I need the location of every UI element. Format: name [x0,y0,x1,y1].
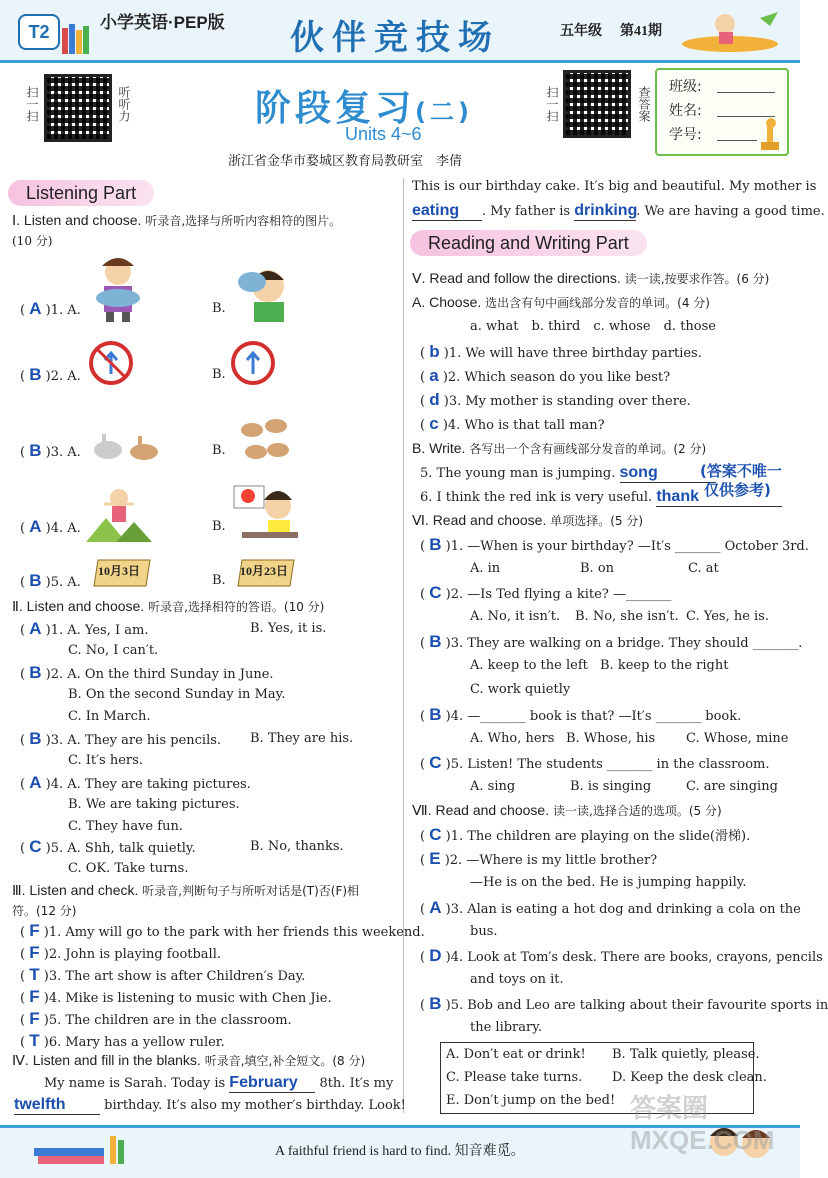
id-label: 学号: [669,127,702,143]
s7-item-2-cont: —He is on the bed. He is jumping happily. [470,875,747,890]
part-b-item-6: 6. I think the red ink is very useful. thank [420,488,782,507]
s6-q1-a: A. in [470,561,501,576]
s3-item-5: ( F )5. The children are in the classroom. [20,1009,292,1028]
s6-q3-a: A. keep to the left [470,658,588,673]
answer-qr-code[interactable] [563,70,631,138]
listening-qr-code[interactable] [44,74,112,142]
s2-q4-c: C. They have fun. [68,819,183,834]
s2-q2-c: C. In March. [68,709,151,724]
s7-item-1: ( C )1. The children are playing on the slide(滑梯). [420,825,751,844]
s3-item-2: ( F )2. John is playing football. [20,943,222,962]
s1-item-1: ( A )1. A. [20,299,81,318]
edition-label: 小学英语·PEP版 [100,13,225,32]
choice-d: D. Keep the desk clean. [612,1070,767,1085]
section-1-score: (10 分) [12,234,53,248]
s2-q5: ( C )5. A. Shh, talk quietly. [20,837,196,856]
s2-q5-b: B. No, thanks. [250,839,344,854]
listen-label: 听听力 [117,86,131,122]
s1-item-2: ( B )2. A. [20,365,81,384]
column-divider [403,178,404,1113]
rabbits-eating-picture [88,426,164,462]
s6-q5-c: C. are singing [686,779,778,794]
s6-q2: ( C )2. —Is Ted flying a kite? —_______ [420,583,672,602]
choice-c: C. Please take turns. [446,1070,583,1085]
class-field[interactable] [717,92,775,93]
section-7-heading: Ⅶ. Read and choose. 读一读,选择合适的选项。(5 分) [412,802,722,818]
calendar-b-date: 10月23日 [240,564,289,578]
s3-item-3: ( T )3. The art show is after Children′s Day. [20,965,306,984]
section-3-heading-cont: 符。(12 分) [12,904,77,918]
listening-part-pill: Listening Part [8,180,154,206]
s1-item-4: ( A )4. A. [20,517,81,536]
sign-arrow-up-crossed-picture [88,340,134,386]
s4-line-1: My name is Sarah. Today is February 8th. It′s my [44,1074,394,1091]
s6-q3: ( B )3. They are walking on a bridge. They should _______. [420,632,803,651]
girl-exercising-picture [86,486,152,542]
choice-e: E. Don′t jump on the bed! [446,1093,616,1108]
rabbits-jumping-picture [234,410,294,466]
s2-q2-b: B. On the second Sunday in May. [68,687,286,702]
books-icon [60,22,96,54]
s6-q5-b: B. is singing [570,779,652,794]
part-a-options: a. what b. third c. whose d. those [470,319,716,334]
s6-q3-b: B. keep to the right [600,658,729,673]
s7-item-4-cont: and toys on it. [470,972,564,987]
watermark: 答案圈 MXQE.COM [630,1093,775,1155]
s2-q5-c: C. OK. Take turns. [68,861,189,876]
name-field[interactable] [717,116,775,117]
section-4-heading: Ⅳ. Listen and fill in the blanks. 听录音,填空,补全短文。(8 分) [12,1052,366,1068]
reading-part-pill: Reading and Writing Part [410,230,647,256]
s6-q5: ( C )5. Listen! The students _______ in the classroom. [420,753,770,772]
choice-a: A. Don′t eat or drink! [446,1047,586,1062]
s7-item-4: ( D )4. Look at Tom′s desk. There are books, crayons, pencils [420,946,823,965]
calendar-a-date: 10月3日 [98,564,141,578]
page-badge: T2 [18,14,60,50]
s2-q3-c: C. It′s hers. [68,753,143,768]
girl-with-dog-picture [88,256,148,324]
s2-q1: ( A )1. A. Yes, I am. [20,619,149,638]
s6-q1-c: C. at [688,561,719,576]
s7-item-3: ( A )3. Alan is eating a hot dog and drinking a cola on the [420,898,801,917]
girl-on-plane-illustration [675,8,785,56]
s2-q4: ( A )4. A. They are taking pictures. [20,773,251,792]
scan-left-label: 扫一扫 [25,86,39,122]
section-1-heading: Ⅰ. Listen and choose. 听录音,选择与所听内容相符的图片。 [12,212,342,228]
s7-item-5-cont: the library. [470,1020,542,1035]
giraffe-icon [755,118,785,152]
footer-proverb: A faithful friend is hard to find. 知音难觅。 [275,1144,525,1159]
part-a-heading: A. Choose. 选出含有句中画线部分发音的单词。(4 分) [412,294,710,310]
s6-q1-b: B. on [580,561,615,576]
blank-2[interactable]: twelfth [14,1096,100,1115]
s2-q1-c: C. No, I can′t. [68,643,159,658]
class-label: 班级: [669,79,702,95]
write-blank-5[interactable]: song [620,464,716,483]
student-info-box [655,68,789,156]
s3-item-4: ( F )4. Mike is listening to music with Chen Jie. [20,987,332,1006]
blank-4[interactable]: drinking [574,202,638,219]
page-title: 阶段复习(二) [255,88,473,129]
s2-q4-b: B. We are taking pictures. [68,797,240,812]
section-2-heading: Ⅱ. Listen and choose. 听录音,选择相符的答语。(10 分) [12,598,325,614]
issue-label: 第41期 [620,24,662,39]
write-blank-6[interactable]: thank [656,488,782,507]
s2-q3-b: B. They are his. [250,731,354,746]
section-6-heading: Ⅵ. Read and choose. 单项选择。(5 分) [412,512,644,528]
part-b-item-5: 5. The young man is jumping. song [420,464,716,483]
section-3-heading: Ⅲ. Listen and check. 听录音,判断句子与所听对话是(T)否(F)相 [12,882,360,898]
boy-with-dog-picture [232,262,292,324]
part-a-item-4: ( c )4. Who is that tall man? [420,414,605,433]
s3-item-1: ( F )1. Amy will go to the park with her friends this weekend. [20,921,425,940]
s7-item-2: ( E )2. —Where is my little brother? [420,849,658,868]
part-a-item-1: ( b )1. We will have three birthday parties. [420,342,702,361]
girl-drinking-picture [232,484,302,542]
s6-q4-b: B. Whose, his [566,731,656,746]
s1-item-3-b: B. [212,443,226,458]
s7-item-3-cont: bus. [470,924,498,939]
section-5-heading: Ⅴ. Read and follow the directions. 读一读,按要求作答。(6 分) [412,270,770,286]
s6-q4-c: C. Whose, mine [686,731,789,746]
grade-label: 五年级 [560,24,602,39]
s4-line-4: eating . My father is drinking. We are having a good time. [412,202,825,219]
s6-q5-a: A. sing [470,779,516,794]
s1-item-2-b: B. [212,367,226,382]
scan-right-label: 扫一扫 [545,86,559,122]
blank-1[interactable]: February [229,1074,315,1093]
part-a-item-2: ( a )2. Which season do you like best? [420,366,671,385]
s6-q2-c: C. Yes, he is. [686,609,769,624]
s3-item-6: ( T )6. Mary has a yellow ruler. [20,1031,225,1050]
blank-3[interactable]: eating [412,202,482,221]
id-field[interactable] [717,140,757,141]
s4-line-3: This is our birthday cake. It′s big and beautiful. My mother is [412,179,817,194]
s6-q4-a: A. Who, hers [470,731,555,746]
sign-arrow-up-picture [230,340,276,386]
s2-q2: ( B )2. A. On the third Sunday in June. [20,663,274,682]
choice-b: B. Talk quietly, please. [612,1047,760,1062]
books-pencils-icon [30,1128,130,1170]
s1-item-3: ( B )3. A. [20,441,81,460]
part-b-heading: B. Write. 各写出一个含有画线部分发音的单词。(2 分) [412,440,707,456]
paper-name: 伙伴竞技场 [290,18,500,58]
s7-item-5: ( B )5. Bob and Leo are talking about their favourite sports in [420,994,828,1013]
units-subtitle: Units 4~6 [345,124,422,144]
s1-item-4-b: B. [212,519,226,534]
s2-q3: ( B )3. A. They are his pencils. [20,729,222,748]
s6-q2-a: A. No, it isn′t. [470,609,561,624]
answer-label: 查答案 [637,86,651,122]
s2-q1-b: B. Yes, it is. [250,621,327,636]
s6-q1: ( B )1. —When is your birthday? —It′s _______ October 3rd. [420,535,809,554]
part-a-item-3: ( d )3. My mother is standing over there. [420,390,691,409]
s1-item-1-b: B. [212,301,226,316]
s1-item-5: ( B )5. A. [20,571,81,590]
name-label: 姓名: [669,103,702,119]
s4-line-2: twelfth birthday. It′s also my mother′s birthday. Look! [14,1096,406,1113]
answer-note: (答案不唯一 仅供参考) [700,462,782,499]
s6-q3-c: C. work quietly [470,682,571,697]
s6-q2-b: B. No, she isn′t. [575,609,679,624]
author-line: 浙江省金华市婺城区教育局教研室 李倩 [228,154,463,169]
s1-item-5-b: B. [212,573,226,588]
s6-q4: ( B )4. —_______ book is that? —It′s _______ book. [420,705,742,724]
